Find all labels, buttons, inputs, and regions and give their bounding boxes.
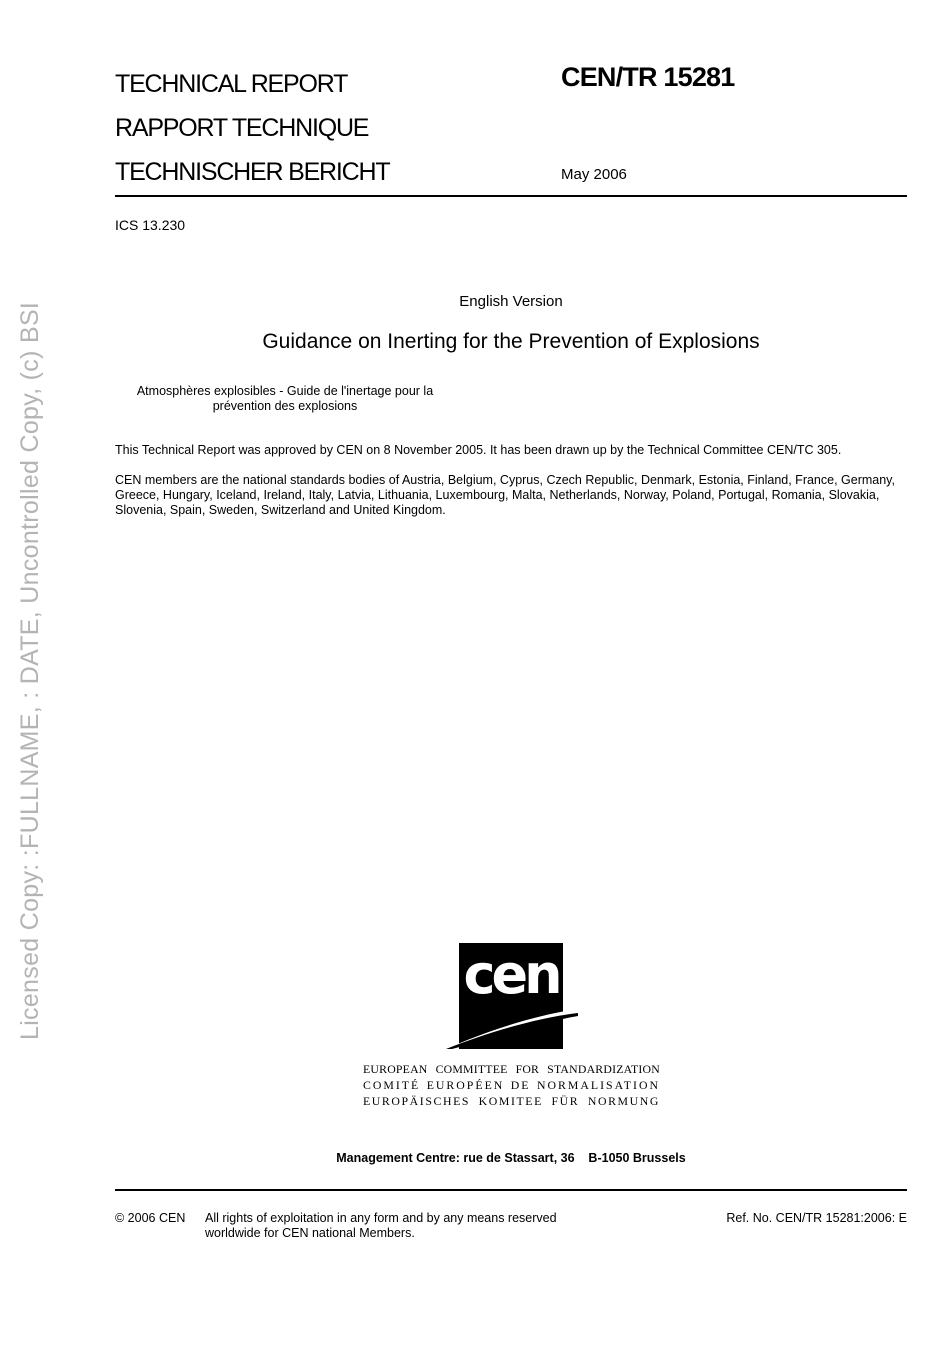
members-paragraph: CEN members are the national standards bodies of Austria, Belgium, Cyprus, Czech Republic, Denmark, Estonia, Finland, France, Germany, Greece, Hungary, Iceland, Ireland, Italy, Latvia, Lithuania, Luxembourg, Malta, Netherlands, Norway, Poland, Portugal, Romania, Slovakia, Slovenia, Spain, Sweden, Switzerland and United Kingdom.	[115, 473, 895, 517]
org-name-german: EUROPÄISCHES KOMITEE FÜR NORMUNG	[363, 1094, 660, 1108]
cen-logo-icon	[446, 943, 578, 1049]
copyright: © 2006 CEN	[115, 1211, 186, 1225]
logo-text: cen	[463, 943, 559, 1006]
report-type-titles	[115, 62, 389, 194]
rights-statement	[205, 1211, 625, 1241]
title-german: TECHNISCHER BERICHT	[115, 158, 390, 186]
french-title: Atmosphères explosibles - Guide de l'inertage pour la prévention des explosions	[136, 384, 434, 413]
title-french: RAPPORT TECHNIQUE	[115, 114, 369, 142]
version-label: English Version	[459, 293, 563, 310]
publication-date: May 2006	[561, 166, 627, 183]
footer-divider	[115, 1189, 907, 1191]
org-name-english: EUROPEAN COMMITTEE FOR STANDARDIZATION	[363, 1062, 660, 1076]
rights-line-1: All rights of exploitation in any form and by any means reserved	[205, 1211, 557, 1225]
ics-code: ICS 13.230	[115, 217, 186, 233]
header-divider	[115, 195, 907, 197]
management-centre: Management Centre: rue de Stassart, 36 B-1050 Brussels	[336, 1151, 686, 1165]
reference-number: Ref. No. CEN/TR 15281:2006: E	[726, 1211, 907, 1225]
watermark: Licensed Copy: :FULLNAME, : DATE, Uncontrolled Copy, (c) BSI	[16, 301, 44, 1040]
rights-line-2: worldwide for CEN national Members.	[205, 1226, 415, 1240]
title-english: TECHNICAL REPORT	[115, 70, 348, 98]
document-number: CEN/TR 15281	[561, 62, 735, 92]
main-title: Guidance on Inerting for the Prevention of Explosions	[262, 330, 760, 353]
org-name-french: COMITÉ EUROPÉEN DE NORMALISATION	[363, 1078, 660, 1092]
approval-paragraph: This Technical Report was approved by CEN on 8 November 2005. It has been drawn up by the Technical Committee CEN/TC 305.	[115, 443, 842, 457]
